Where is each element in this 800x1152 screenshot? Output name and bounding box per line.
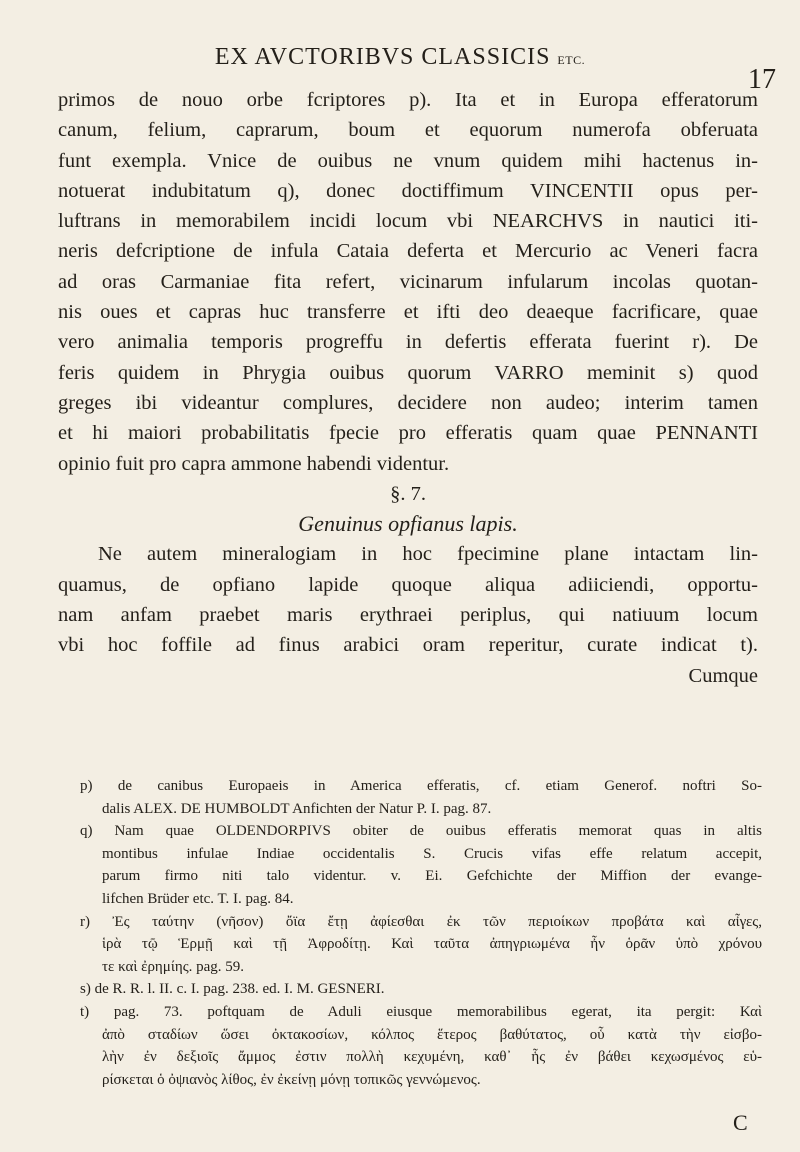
text-line: notuerat indubitatum q), donec doctiffimum VINCENTII opus per- (58, 179, 758, 202)
text-line: ad oras Carmaniae fita refert, vicinarum infularum incolas quotan- (58, 270, 758, 293)
footnote-q (62, 820, 762, 910)
running-head-etc: ETC. (557, 53, 586, 67)
text-line: funt exempla. Vnice de ouibus ne vnum quidem mihi hactenus in- (58, 149, 758, 172)
text-line: primos de nouo orbe fcriptores p). Ita et in Europa efferatorum (58, 89, 758, 111)
text-line: feris quidem in Phrygia ouibus quorum VARRO meminit s) quod (58, 361, 758, 384)
footnote-line: montibus infulae Indiae occidentalis S. Crucis vifas effe relatum accepit, (102, 845, 762, 862)
footnote-line: ἀπὸ σταδίων ὥσει ὀκτακοσίων, κόλπος ἕτερος βαθύτατος, οὗ κατὰ τὴν εἰσβο- (102, 1026, 762, 1043)
footnote-s (62, 978, 762, 1001)
footnote-line: lifchen Brüder etc. T. I. pag. 84. (102, 890, 294, 907)
text-line: nis oues et capras huc transferre et ifti deo deaeque facrificare, quae (58, 301, 758, 324)
section-number: §. 7. (390, 482, 426, 505)
footnote-line: parum firmo niti talo videntur. v. Ei. Gefchichte der Miffion der evange- (102, 868, 762, 885)
footnote-line: r) Ἐς ταύτην (νῆσον) ὄϊα ἔτῃ ἀφίεσθαι ἐκ τῶν περιοίκων προβάτα καὶ αἶγες, (80, 913, 762, 930)
text-line: quamus, de opfiano lapide quoque aliqua adiiciendi, opportu- (58, 573, 758, 596)
running-head-title: EX AVCTORIBVS CLASSICIS (214, 44, 551, 70)
footnote-r (62, 911, 762, 979)
text-line: opinio fuit pro capra ammone habendi videntur. (58, 452, 450, 475)
footnote-line: dalis ALEX. DE HUMBOLDT Anfichten der Natur P. I. pag. 87. (102, 800, 492, 817)
footnote-line: τε καὶ ἐρημίης. pag. 59. (102, 958, 245, 975)
inline-catchword: Cumque (688, 664, 758, 687)
text-line: et hi maiori probabilitatis fpecie pro efferatis quam quae PENNANTI (58, 422, 758, 445)
text-line: canum, felium, caprarum, boum et equorum numerofa obferuata (58, 119, 758, 142)
footnote-line: q) Nam quae OLDENDORPIVS obiter de ouibus efferatis memorat quas in altis (80, 823, 762, 840)
footnote-line: t) pag. 73. poftquam de Aduli eiusque memorabilibus egerat, ita pergit: Καὶ (80, 1003, 762, 1020)
footnote-line: ρίσκεται ὁ ὀψιανὸς λίθος, ἐν ἐκείνῃ μόνῃ τοπικῶς γεννώμενος. (102, 1071, 481, 1088)
text-line: luftrans in memorabilem incidi locum vbi NEARCHVS in nautici iti- (58, 210, 758, 233)
page-number: 17 (748, 64, 776, 95)
main-text (58, 85, 758, 691)
running-head (0, 44, 800, 71)
text-line: vbi hoc foffile ad finus arabici oram reperitur, curate indicat t). (58, 634, 758, 657)
footnotes (62, 775, 762, 1091)
footnote-line: ἱρὰ τῷ Ἑρμῇ καὶ τῇ Ἀφροδίτῃ. Καὶ ταῦτα ἀπηγριωμένα ἦν ὁρᾶν ὑπὸ χρόνου (102, 936, 762, 953)
text-line: vero animalia temporis progreffu in defertis efferata fuerint r). De (58, 331, 758, 354)
footnote-line: p) de canibus Europaeis in America efferatis, cf. etiam Generof. noftri So- (80, 778, 762, 794)
text-line: neris defcriptione de infula Cataia deferta et Mercurio ac Veneri facra (58, 240, 758, 263)
footnote-line: s) de R. R. l. II. c. I. pag. 238. ed. I. M. GESNERI. (80, 981, 385, 998)
text-line: Ne autem mineralogiam in hoc fpecimine plane intactam lin- (98, 543, 758, 566)
catchword: C (733, 1110, 748, 1135)
footnote-p (62, 775, 762, 820)
footnote-line: λὴν ἐν δεξιοῖς ἄμμος ἐστιν πολλὴ κεχυμένη, καθ᾽ ἧς ἐν βάθει κεχωσμένος εὑ- (102, 1049, 762, 1066)
text-line: nam anfam praebet maris erythraei periplus, qui natiuum locum (58, 604, 758, 627)
section-title: Genuinus opfianus lapis. (298, 511, 518, 537)
footnote-t (62, 1001, 762, 1091)
text-line: greges ibi videantur complures, decidere non audeo; interim tamen (58, 391, 758, 414)
